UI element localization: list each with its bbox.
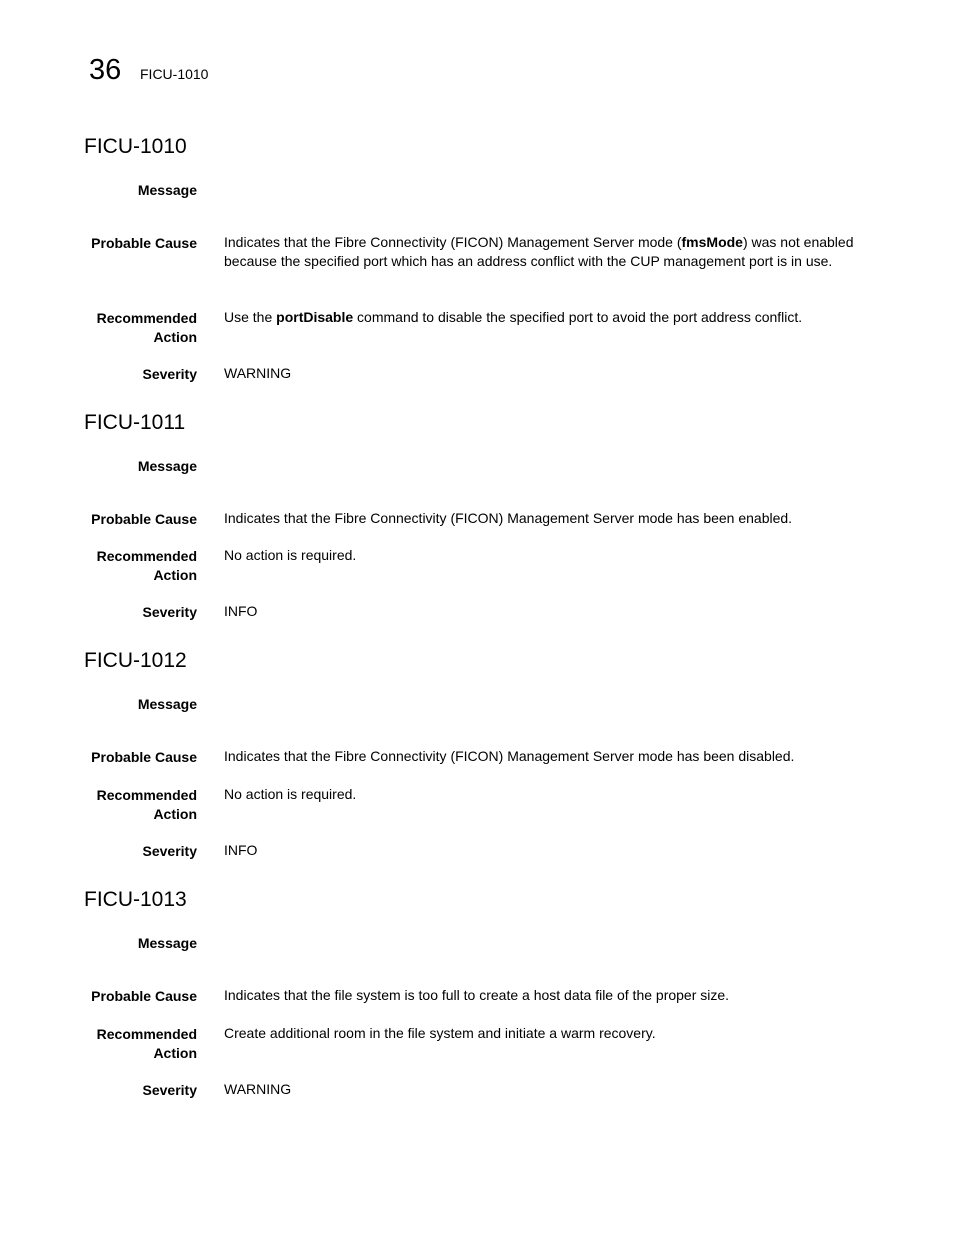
severity-value: INFO [224, 842, 258, 858]
recommended-action-text-end: command to disable the specified port to avoid the port address conflict. [353, 309, 803, 325]
recommended-action-label-line1: Recommended [96, 1026, 197, 1042]
recommended-action-label [47, 309, 197, 347]
probable-cause-label: Probable Cause [91, 511, 197, 527]
recommended-action-label [47, 1025, 197, 1063]
severity-label: Severity [142, 366, 197, 382]
message-label: Message [137, 458, 197, 474]
message-label: Message [137, 696, 197, 712]
severity-value: WARNING [224, 1081, 292, 1097]
severity-label: Severity [142, 1082, 197, 1098]
recommended-action-text: Create additional room in the file system and initiate a warm recovery. [224, 1025, 656, 1041]
recommended-action-label-line2: Action [153, 1045, 197, 1061]
probable-cause-label: Probable Cause [91, 988, 197, 1004]
probable-cause-text-end: ) was not enabled because the specified port which has an address conflict with the CUP management port is in use. [224, 234, 854, 269]
probable-cause-label: Probable Cause [91, 749, 197, 765]
probable-cause-label: Probable Cause [91, 235, 197, 251]
recommended-action-text-start: Use the [224, 309, 277, 325]
chapter-number: 36 [89, 54, 122, 86]
command-fmsmode: fmsMode [681, 234, 743, 250]
severity-value: WARNING [224, 365, 292, 381]
severity-value: INFO [224, 603, 258, 619]
recommended-action-label [47, 547, 197, 585]
message-label: Message [137, 182, 197, 198]
recommended-action-label-line1: Recommended [96, 548, 197, 564]
recommended-action-label-line2: Action [153, 329, 197, 345]
recommended-action-label-line2: Action [153, 567, 197, 583]
entry-title: FICU-1013 [84, 888, 187, 911]
running-title: FICU-1010 [140, 66, 209, 82]
recommended-action-label-line1: Recommended [96, 310, 197, 326]
probable-cause-text: Indicates that the file system is too full to create a host data file of the proper size. [224, 987, 730, 1003]
recommended-action-text [224, 308, 872, 327]
entry-title: FICU-1012 [84, 649, 187, 672]
command-portdisable: portDisable [276, 309, 354, 325]
recommended-action-text: No action is required. [224, 786, 357, 802]
recommended-action-label-line2: Action [153, 806, 197, 822]
severity-label: Severity [142, 843, 197, 859]
probable-cause-text: Indicates that the Fibre Connectivity (FICON) Management Server mode has been disabled. [224, 748, 795, 764]
entry-title: FICU-1011 [84, 411, 186, 434]
message-label: Message [137, 935, 197, 951]
recommended-action-label [47, 786, 197, 824]
probable-cause-text-start: Indicates that the Fibre Connectivity (FICON) Management Server mode ( [224, 234, 682, 250]
recommended-action-label-line1: Recommended [96, 787, 197, 803]
severity-label: Severity [142, 604, 197, 620]
recommended-action-text: No action is required. [224, 547, 357, 563]
entry-title: FICU-1010 [84, 135, 187, 158]
probable-cause-text [224, 233, 872, 271]
probable-cause-text: Indicates that the Fibre Connectivity (FICON) Management Server mode has been enabled. [224, 510, 793, 526]
